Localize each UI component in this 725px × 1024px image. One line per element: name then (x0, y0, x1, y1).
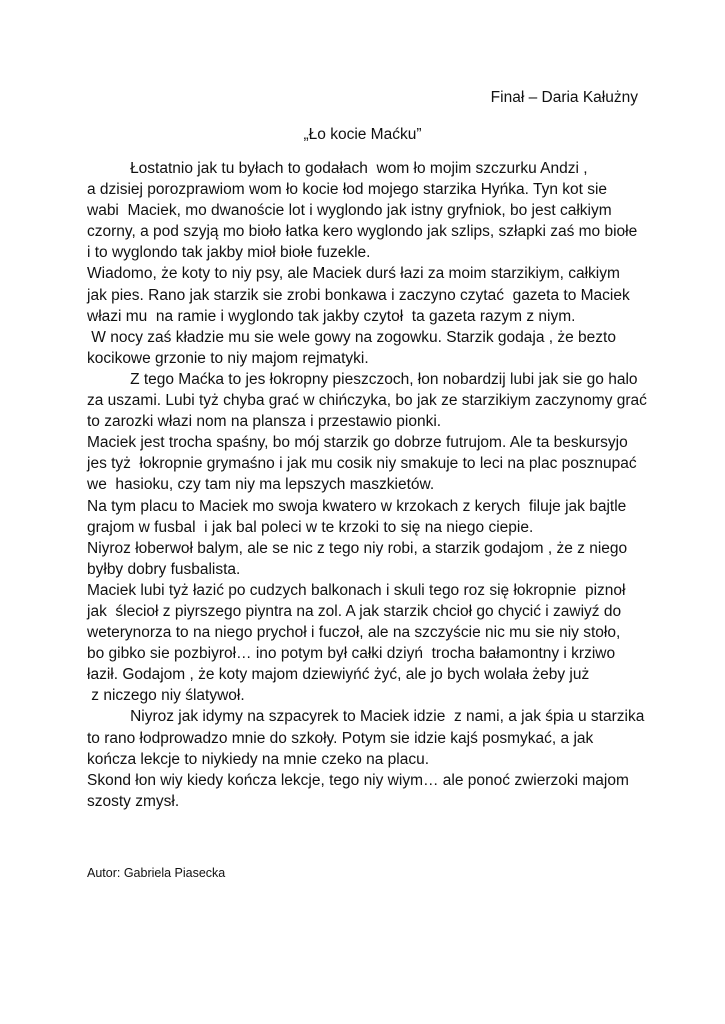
story-line: a dzisiej porozprawiom wom ło kocie łod mojego starzika Hyńka. Tyn kot sie (87, 181, 608, 199)
story-line: W nocy zaś kładzie mu sie wele gowy na zogowku. Starzik godaja , że bezto (87, 328, 616, 346)
story-line: Maciek lubi tyż łazić po cudzych balkonach i skuli tego roz się łokropnie piznoł (87, 581, 626, 599)
header-author-line: Finał – Daria Kałużny (490, 89, 638, 106)
story-line: jak ślecioł z piyrszego piyntra na zol. A jak starzik chcioł go chycić i zawiyź do (87, 602, 622, 620)
story-line: czorny, a pod szyją mo bioło łatka kero wyglondo jak szlips, szłapki zaś mo biołe (87, 223, 638, 241)
story-line: byłby dobry fusbalista. (87, 560, 241, 578)
story-line: wabi Maciek, mo dwanoście lot i wyglondo jak istny gryfniok, bo jest całkiym (87, 202, 612, 220)
story-line: jes tyż łokropnie grymaśno i jak mu cosik niy smakuje to leci na plac posznupać (87, 455, 637, 473)
story-line: za uszami. Lubi tyż chyba grać w chińczyka, bo jak ze starzikiym zaczynomy grać (87, 392, 647, 410)
story-line: Na tym placu to Maciek mo swoja kwatero w krzokach z kerych filuje jak bajtle (87, 497, 627, 515)
story-line: Skond łon wiy kiedy kończa lekcje, tego niy wiym… ale ponoć zwierzoki majom (87, 771, 629, 789)
story-line: włazi mu na ramie i wyglondo tak jakby czytoł ta gazeta razym z niym. (87, 307, 576, 325)
story-title: „Ło kocie Maćku” (303, 126, 422, 143)
story-line: to rano łodprowadzo mnie do szkoły. Potym sie idzie kajś posmykać, a jak (87, 729, 594, 747)
story-line: kończa lekcje to niykiedy na mnie czeko na placu. (87, 750, 430, 768)
story-line: we hasioku, czy tam niy ma lepszych maszkietów. (87, 476, 435, 494)
story-line: grajom w fusbal i jak bal poleci w te krzoki to się na niego ciepie. (87, 518, 534, 536)
story-line: Niyroz łoberwoł balym, ale se nic z tego niy robi, a starzik godajom , że z niego (87, 539, 628, 557)
story-line: kocikowe grzonie to niy majom rejmatyki. (87, 349, 369, 367)
story-line: szosty zmysł. (87, 792, 180, 810)
story-line: to zarozki włazi nom na plansza i przestawio pionki. (87, 413, 442, 431)
story-line: Niyroz jak idymy na szpacyrek to Maciek idzie z nami, a jak śpia u starzika (87, 708, 645, 726)
story-line: Maciek jest trocha spaśny, bo mój starzik go dobrze futrujom. Ale ta beskursyjo (87, 434, 628, 452)
story-line: Wiadomo, że koty to niy psy, ale Maciek durś łazi za moim starzikiym, całkiym (87, 265, 620, 283)
story-line: bo gibko sie pozbiyroł… ino potym był całki dziyń trocha bałamontny i krziwo (87, 645, 616, 663)
story-line: z niczego niy ślatywoł. (87, 687, 245, 705)
story-line: i to wyglondo tak jakby mioł biołe fuzekle. (87, 244, 371, 262)
story-line: łaził. Godajom , że koty majom dziewiyńć żyć, ale jo bych wolała żeby już (87, 666, 590, 684)
story-body (87, 158, 657, 812)
author-footer: Autor: Gabriela Piasecka (87, 866, 226, 880)
story-line: Łostatnio jak tu byłach to godałach wom ło mojim szczurku Andzi , (87, 160, 588, 177)
story-line: jak pies. Rano jak starzik sie zrobi bonkawa i zaczyno czytać gazeta to Maciek (87, 286, 630, 304)
story-line: Z tego Maćka to jes łokropny pieszczoch, łon nobardzij lubi jak sie go halo (87, 370, 638, 388)
story-line: weterynorza to na niego prychoł i fuczoł, ale na szczyście nic mu sie niy stoło, (87, 624, 621, 642)
